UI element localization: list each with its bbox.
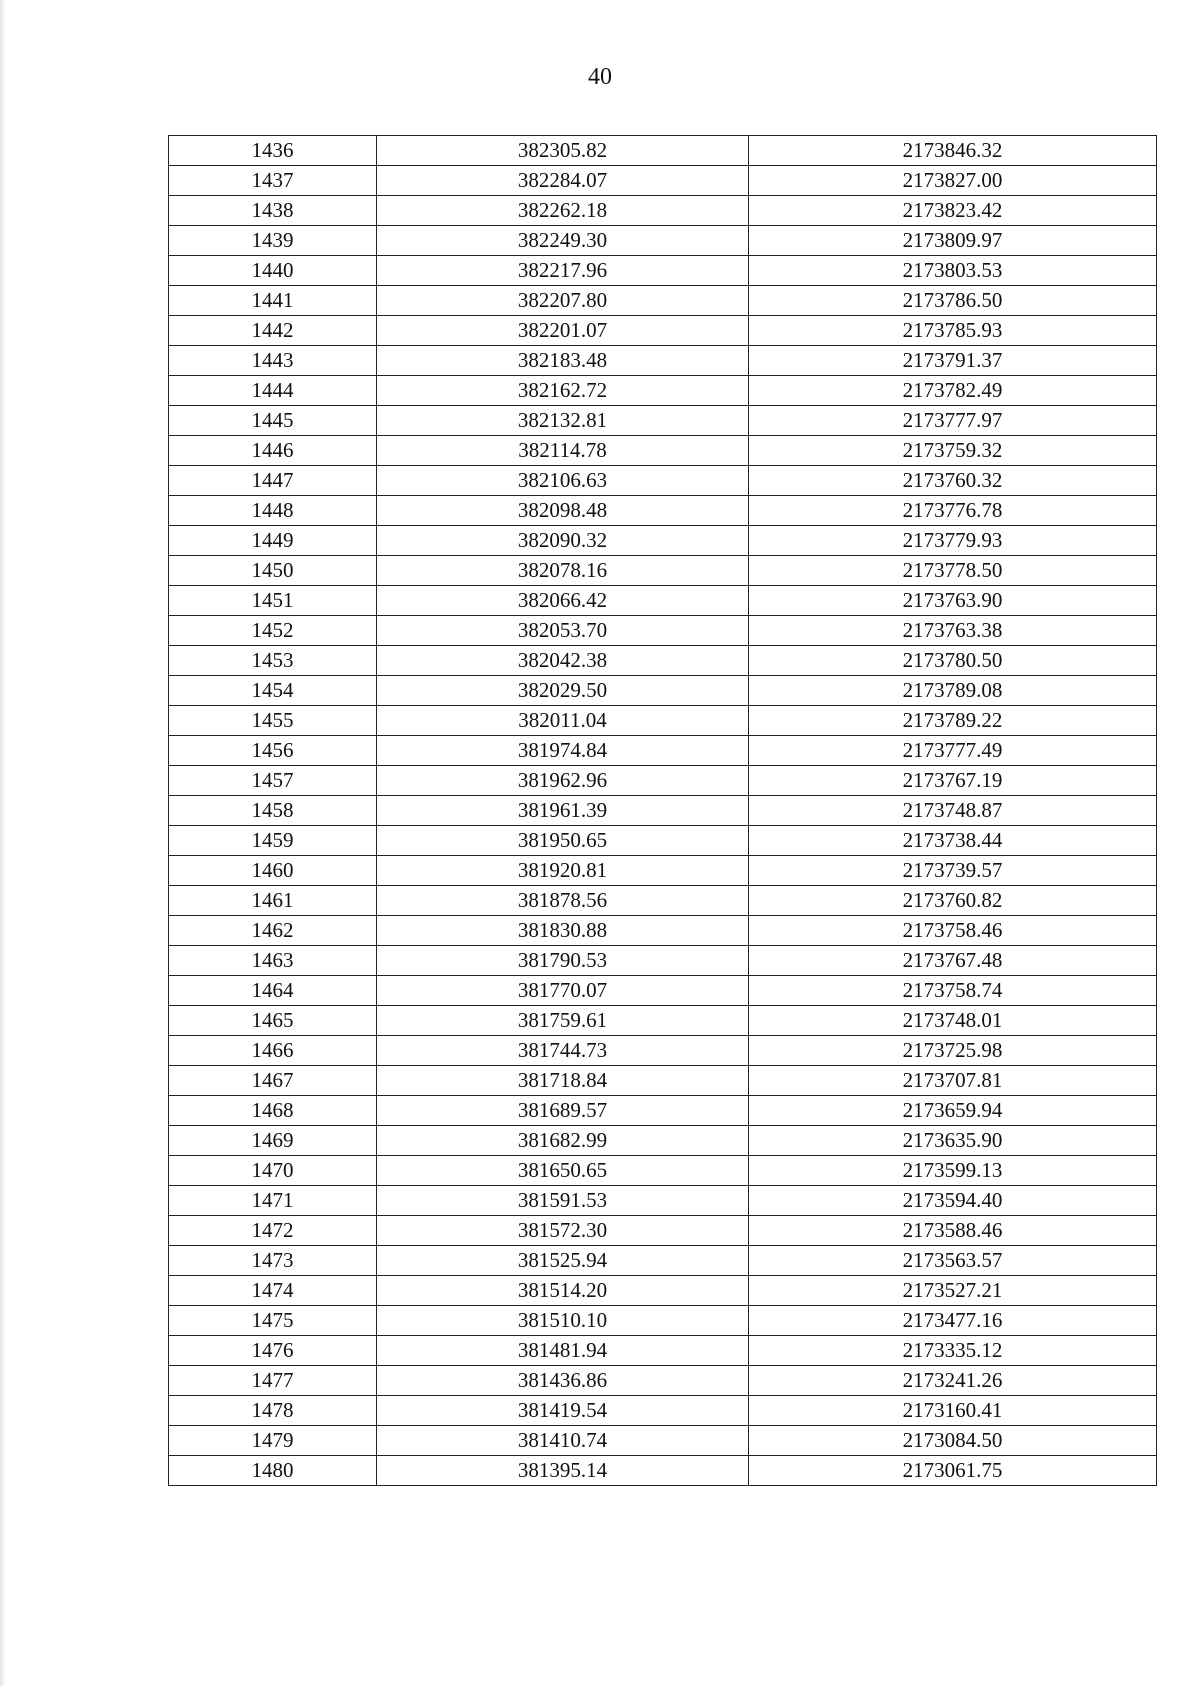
point-number-cell: 1462 (169, 916, 377, 946)
y-coordinate-cell: 2173563.57 (749, 1246, 1157, 1276)
table-row (169, 256, 1157, 286)
table-row (169, 466, 1157, 496)
y-coordinate-cell: 2173707.81 (749, 1066, 1157, 1096)
table-row (169, 886, 1157, 916)
point-number-cell: 1466 (169, 1036, 377, 1066)
coordinate-table-body (169, 136, 1157, 1486)
y-coordinate-cell: 2173789.22 (749, 706, 1157, 736)
point-number-cell: 1448 (169, 496, 377, 526)
table-row (169, 1036, 1157, 1066)
x-coordinate-cell: 381481.94 (377, 1336, 749, 1366)
table-row (169, 946, 1157, 976)
point-number-cell: 1467 (169, 1066, 377, 1096)
point-number-cell: 1461 (169, 886, 377, 916)
y-coordinate-cell: 2173758.74 (749, 976, 1157, 1006)
x-coordinate-cell: 382042.38 (377, 646, 749, 676)
y-coordinate-cell: 2173823.42 (749, 196, 1157, 226)
y-coordinate-cell: 2173659.94 (749, 1096, 1157, 1126)
y-coordinate-cell: 2173160.41 (749, 1396, 1157, 1426)
x-coordinate-cell: 381974.84 (377, 736, 749, 766)
table-row (169, 1216, 1157, 1246)
x-coordinate-cell: 381510.10 (377, 1306, 749, 1336)
y-coordinate-cell: 2173739.57 (749, 856, 1157, 886)
table-row (169, 1456, 1157, 1486)
y-coordinate-cell: 2173846.32 (749, 136, 1157, 166)
y-coordinate-cell: 2173791.37 (749, 346, 1157, 376)
table-row (169, 496, 1157, 526)
x-coordinate-cell: 382011.04 (377, 706, 749, 736)
table-row (169, 976, 1157, 1006)
y-coordinate-cell: 2173599.13 (749, 1156, 1157, 1186)
table-row (169, 1186, 1157, 1216)
y-coordinate-cell: 2173782.49 (749, 376, 1157, 406)
table-row (169, 1336, 1157, 1366)
table-row (169, 376, 1157, 406)
scan-edge-shadow (0, 0, 6, 1686)
y-coordinate-cell: 2173061.75 (749, 1456, 1157, 1486)
x-coordinate-cell: 382132.81 (377, 406, 749, 436)
table-row (169, 646, 1157, 676)
table-row (169, 226, 1157, 256)
table-row (169, 556, 1157, 586)
table-row (169, 1006, 1157, 1036)
point-number-cell: 1451 (169, 586, 377, 616)
x-coordinate-cell: 381961.39 (377, 796, 749, 826)
x-coordinate-cell: 382183.48 (377, 346, 749, 376)
x-coordinate-cell: 381878.56 (377, 886, 749, 916)
point-number-cell: 1470 (169, 1156, 377, 1186)
x-coordinate-cell: 382249.30 (377, 226, 749, 256)
x-coordinate-cell: 381962.96 (377, 766, 749, 796)
table-row (169, 706, 1157, 736)
y-coordinate-cell: 2173785.93 (749, 316, 1157, 346)
table-row (169, 736, 1157, 766)
x-coordinate-cell: 382029.50 (377, 676, 749, 706)
point-number-cell: 1463 (169, 946, 377, 976)
table-row (169, 286, 1157, 316)
y-coordinate-cell: 2173779.93 (749, 526, 1157, 556)
x-coordinate-cell: 381770.07 (377, 976, 749, 1006)
point-number-cell: 1443 (169, 346, 377, 376)
point-number-cell: 1453 (169, 646, 377, 676)
x-coordinate-cell: 382066.42 (377, 586, 749, 616)
y-coordinate-cell: 2173786.50 (749, 286, 1157, 316)
x-coordinate-cell: 381419.54 (377, 1396, 749, 1426)
x-coordinate-cell: 381436.86 (377, 1366, 749, 1396)
point-number-cell: 1476 (169, 1336, 377, 1366)
y-coordinate-cell: 2173767.19 (749, 766, 1157, 796)
y-coordinate-cell: 2173477.16 (749, 1306, 1157, 1336)
y-coordinate-cell: 2173760.32 (749, 466, 1157, 496)
y-coordinate-cell: 2173763.90 (749, 586, 1157, 616)
table-row (169, 1246, 1157, 1276)
coordinate-table (168, 135, 1157, 1486)
table-row (169, 1396, 1157, 1426)
table-row (169, 316, 1157, 346)
x-coordinate-cell: 382162.72 (377, 376, 749, 406)
y-coordinate-cell: 2173803.53 (749, 256, 1157, 286)
x-coordinate-cell: 381744.73 (377, 1036, 749, 1066)
x-coordinate-cell: 382207.80 (377, 286, 749, 316)
y-coordinate-cell: 2173588.46 (749, 1216, 1157, 1246)
x-coordinate-cell: 382262.18 (377, 196, 749, 226)
point-number-cell: 1459 (169, 826, 377, 856)
y-coordinate-cell: 2173527.21 (749, 1276, 1157, 1306)
page-number: 40 (588, 64, 612, 90)
point-number-cell: 1460 (169, 856, 377, 886)
point-number-cell: 1440 (169, 256, 377, 286)
point-number-cell: 1458 (169, 796, 377, 826)
point-number-cell: 1468 (169, 1096, 377, 1126)
point-number-cell: 1439 (169, 226, 377, 256)
table-row (169, 1096, 1157, 1126)
x-coordinate-cell: 381689.57 (377, 1096, 749, 1126)
y-coordinate-cell: 2173084.50 (749, 1426, 1157, 1456)
point-number-cell: 1449 (169, 526, 377, 556)
point-number-cell: 1477 (169, 1366, 377, 1396)
y-coordinate-cell: 2173809.97 (749, 226, 1157, 256)
table-row (169, 166, 1157, 196)
y-coordinate-cell: 2173760.82 (749, 886, 1157, 916)
x-coordinate-cell: 381650.65 (377, 1156, 749, 1186)
table-row (169, 1366, 1157, 1396)
point-number-cell: 1475 (169, 1306, 377, 1336)
x-coordinate-cell: 382114.78 (377, 436, 749, 466)
point-number-cell: 1471 (169, 1186, 377, 1216)
y-coordinate-cell: 2173763.38 (749, 616, 1157, 646)
y-coordinate-cell: 2173767.48 (749, 946, 1157, 976)
y-coordinate-cell: 2173827.00 (749, 166, 1157, 196)
x-coordinate-cell: 381525.94 (377, 1246, 749, 1276)
y-coordinate-cell: 2173776.78 (749, 496, 1157, 526)
point-number-cell: 1446 (169, 436, 377, 466)
table-row (169, 856, 1157, 886)
table-row (169, 436, 1157, 466)
y-coordinate-cell: 2173758.46 (749, 916, 1157, 946)
point-number-cell: 1444 (169, 376, 377, 406)
point-number-cell: 1464 (169, 976, 377, 1006)
table-row (169, 766, 1157, 796)
table-row (169, 406, 1157, 436)
table-row (169, 1306, 1157, 1336)
table-row (169, 1426, 1157, 1456)
table-row (169, 916, 1157, 946)
y-coordinate-cell: 2173759.32 (749, 436, 1157, 466)
x-coordinate-cell: 381920.81 (377, 856, 749, 886)
point-number-cell: 1450 (169, 556, 377, 586)
x-coordinate-cell: 381950.65 (377, 826, 749, 856)
point-number-cell: 1447 (169, 466, 377, 496)
table-row (169, 676, 1157, 706)
table-row (169, 1066, 1157, 1096)
x-coordinate-cell: 381395.14 (377, 1456, 749, 1486)
point-number-cell: 1472 (169, 1216, 377, 1246)
x-coordinate-cell: 382090.32 (377, 526, 749, 556)
y-coordinate-cell: 2173780.50 (749, 646, 1157, 676)
y-coordinate-cell: 2173778.50 (749, 556, 1157, 586)
table-row (169, 1156, 1157, 1186)
x-coordinate-cell: 382217.96 (377, 256, 749, 286)
x-coordinate-cell: 381790.53 (377, 946, 749, 976)
table-row (169, 1276, 1157, 1306)
y-coordinate-cell: 2173789.08 (749, 676, 1157, 706)
point-number-cell: 1436 (169, 136, 377, 166)
y-coordinate-cell: 2173635.90 (749, 1126, 1157, 1156)
x-coordinate-cell: 381718.84 (377, 1066, 749, 1096)
x-coordinate-cell: 382078.16 (377, 556, 749, 586)
point-number-cell: 1478 (169, 1396, 377, 1426)
y-coordinate-cell: 2173725.98 (749, 1036, 1157, 1066)
point-number-cell: 1452 (169, 616, 377, 646)
y-coordinate-cell: 2173335.12 (749, 1336, 1157, 1366)
point-number-cell: 1441 (169, 286, 377, 316)
point-number-cell: 1457 (169, 766, 377, 796)
point-number-cell: 1480 (169, 1456, 377, 1486)
x-coordinate-cell: 381830.88 (377, 916, 749, 946)
table-row (169, 1126, 1157, 1156)
x-coordinate-cell: 381514.20 (377, 1276, 749, 1306)
point-number-cell: 1465 (169, 1006, 377, 1036)
x-coordinate-cell: 381410.74 (377, 1426, 749, 1456)
x-coordinate-cell: 382305.82 (377, 136, 749, 166)
y-coordinate-cell: 2173241.26 (749, 1366, 1157, 1396)
x-coordinate-cell: 381591.53 (377, 1186, 749, 1216)
table-row (169, 526, 1157, 556)
table-row (169, 586, 1157, 616)
y-coordinate-cell: 2173738.44 (749, 826, 1157, 856)
point-number-cell: 1442 (169, 316, 377, 346)
x-coordinate-cell: 382098.48 (377, 496, 749, 526)
table-row (169, 616, 1157, 646)
point-number-cell: 1474 (169, 1276, 377, 1306)
table-row (169, 136, 1157, 166)
table-row (169, 346, 1157, 376)
x-coordinate-cell: 381572.30 (377, 1216, 749, 1246)
point-number-cell: 1438 (169, 196, 377, 226)
point-number-cell: 1469 (169, 1126, 377, 1156)
table-row (169, 196, 1157, 226)
y-coordinate-cell: 2173748.87 (749, 796, 1157, 826)
x-coordinate-cell: 382201.07 (377, 316, 749, 346)
x-coordinate-cell: 382284.07 (377, 166, 749, 196)
x-coordinate-cell: 382106.63 (377, 466, 749, 496)
point-number-cell: 1454 (169, 676, 377, 706)
y-coordinate-cell: 2173594.40 (749, 1186, 1157, 1216)
table-row (169, 796, 1157, 826)
y-coordinate-cell: 2173777.49 (749, 736, 1157, 766)
point-number-cell: 1479 (169, 1426, 377, 1456)
table-row (169, 826, 1157, 856)
x-coordinate-cell: 381759.61 (377, 1006, 749, 1036)
y-coordinate-cell: 2173777.97 (749, 406, 1157, 436)
point-number-cell: 1455 (169, 706, 377, 736)
x-coordinate-cell: 381682.99 (377, 1126, 749, 1156)
x-coordinate-cell: 382053.70 (377, 616, 749, 646)
y-coordinate-cell: 2173748.01 (749, 1006, 1157, 1036)
point-number-cell: 1445 (169, 406, 377, 436)
point-number-cell: 1456 (169, 736, 377, 766)
point-number-cell: 1473 (169, 1246, 377, 1276)
point-number-cell: 1437 (169, 166, 377, 196)
